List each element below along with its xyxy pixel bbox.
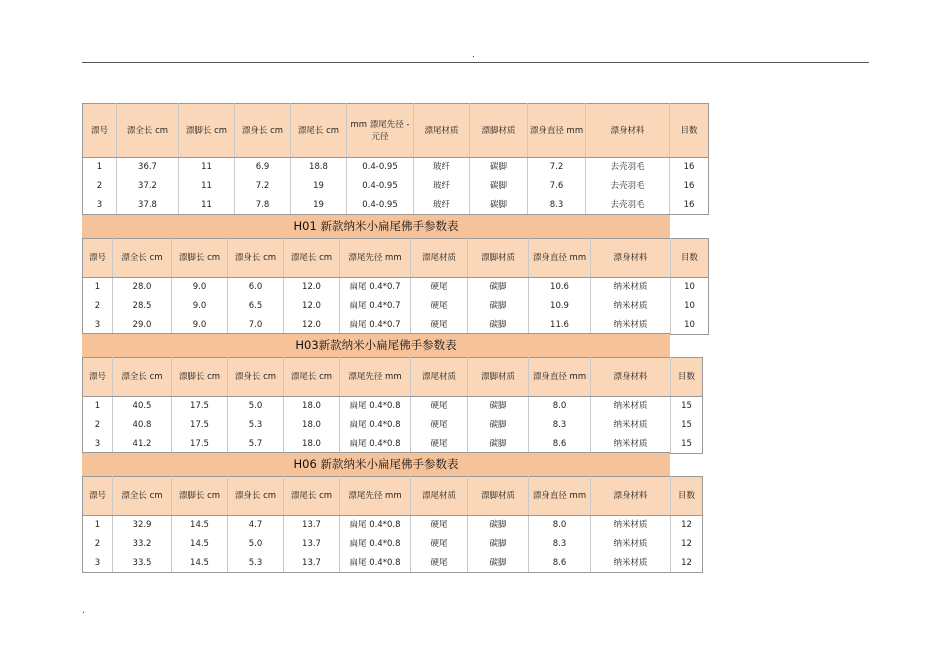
table-cell: 15 bbox=[671, 397, 703, 416]
table-cell: 碳脚 bbox=[468, 435, 529, 454]
table-cell: 碳脚 bbox=[470, 158, 528, 177]
page-top-mark: . bbox=[472, 50, 475, 60]
table-row bbox=[83, 316, 709, 335]
table-cell: 9.0 bbox=[172, 278, 228, 297]
spec-table-1 bbox=[82, 238, 709, 335]
table-cell: 碳脚 bbox=[468, 554, 529, 573]
table-cell: 37.8 bbox=[117, 196, 179, 215]
header-cell: 漂脚材质 bbox=[470, 104, 528, 158]
table-row bbox=[83, 416, 703, 435]
table-cell: 41.2 bbox=[113, 435, 172, 454]
table-cell: 11.6 bbox=[529, 316, 591, 335]
table-cell: 0.4-0.95 bbox=[347, 196, 414, 215]
table-cell: 14.5 bbox=[172, 516, 228, 535]
table-row bbox=[83, 196, 709, 215]
table-cell: 10 bbox=[671, 316, 709, 335]
table-cell: 33.5 bbox=[113, 554, 172, 573]
table-cell: 0.4-0.95 bbox=[347, 177, 414, 196]
table-cell: 扁尾 0.4*0.8 bbox=[340, 535, 411, 554]
header-cell: 漂身长 cm bbox=[235, 104, 291, 158]
table-cell: 17.5 bbox=[172, 416, 228, 435]
header-cell: 漂号 bbox=[83, 104, 117, 158]
table-cell: 硬尾 bbox=[411, 316, 468, 335]
header-cell: 漂脚长 cm bbox=[172, 477, 228, 516]
table-cell: 去壳羽毛 bbox=[586, 177, 670, 196]
table-cell: 扁尾 0.4*0.8 bbox=[340, 516, 411, 535]
table-cell: 8.6 bbox=[529, 554, 591, 573]
header-cell: 漂号 bbox=[83, 358, 113, 397]
table-cell: 29.0 bbox=[113, 316, 172, 335]
header-cell: 目数 bbox=[671, 239, 709, 278]
table-cell: 8.3 bbox=[529, 535, 591, 554]
table-cell: 硬尾 bbox=[411, 554, 468, 573]
table-cell: 3 bbox=[83, 316, 113, 335]
table-row bbox=[83, 516, 703, 535]
table-title-3: H06 新款纳米小扁尾佛手参数表 bbox=[82, 452, 670, 477]
table-cell: 8.6 bbox=[529, 435, 591, 454]
header-cell: 漂尾材质 bbox=[414, 104, 470, 158]
header-cell: 漂身直径 mm bbox=[529, 477, 591, 516]
table-cell: 12 bbox=[671, 554, 703, 573]
table-cell: 2 bbox=[83, 177, 117, 196]
table-cell: 11 bbox=[179, 158, 235, 177]
table-cell: 5.0 bbox=[228, 397, 284, 416]
table-cell: 碳脚 bbox=[468, 297, 529, 316]
table-title-1: H01 新款纳米小扁尾佛手参数表 bbox=[82, 214, 670, 239]
table-cell: 扁尾 0.4*0.8 bbox=[340, 554, 411, 573]
table-cell: 28.0 bbox=[113, 278, 172, 297]
table-row bbox=[83, 554, 703, 573]
table-cell: 11 bbox=[179, 196, 235, 215]
header-cell: 漂尾长 cm bbox=[291, 104, 347, 158]
table-cell: 16 bbox=[670, 158, 709, 177]
table-header-row bbox=[83, 358, 703, 397]
header-cell: 漂身材料 bbox=[591, 477, 671, 516]
table-cell: 纳米材质 bbox=[591, 554, 671, 573]
table-cell: 5.3 bbox=[228, 554, 284, 573]
table-cell: 15 bbox=[671, 416, 703, 435]
table-cell: 7.0 bbox=[228, 316, 284, 335]
table-cell: 硬尾 bbox=[411, 535, 468, 554]
header-cell: 漂尾长 cm bbox=[284, 239, 340, 278]
table-cell: 9.0 bbox=[172, 316, 228, 335]
table-cell: 19 bbox=[291, 177, 347, 196]
table-cell: 碳脚 bbox=[470, 196, 528, 215]
header-cell: 漂全长 cm bbox=[113, 477, 172, 516]
table-cell: 硬尾 bbox=[411, 516, 468, 535]
table-cell: 玻纤 bbox=[414, 177, 470, 196]
table-header-row bbox=[83, 239, 709, 278]
table-cell: 12.0 bbox=[284, 297, 340, 316]
header-cell: 漂身长 cm bbox=[228, 358, 284, 397]
table-cell: 硬尾 bbox=[411, 435, 468, 454]
table-cell: 18.0 bbox=[284, 435, 340, 454]
table-cell: 12.0 bbox=[284, 278, 340, 297]
table-cell: 3 bbox=[83, 196, 117, 215]
table-cell: 17.5 bbox=[172, 435, 228, 454]
header-rule bbox=[82, 62, 869, 63]
table-cell: 硬尾 bbox=[411, 397, 468, 416]
table-row bbox=[83, 177, 709, 196]
table-cell: 扁尾 0.4*0.8 bbox=[340, 397, 411, 416]
table-cell: 14.5 bbox=[172, 554, 228, 573]
table-cell: 扁尾 0.4*0.7 bbox=[340, 278, 411, 297]
table-cell: 纳米材质 bbox=[591, 316, 671, 335]
header-cell: 漂尾材质 bbox=[411, 239, 468, 278]
table-cell: 12 bbox=[671, 535, 703, 554]
table-row bbox=[83, 297, 709, 316]
table-cell: 1 bbox=[83, 516, 113, 535]
table-cell: 10.9 bbox=[529, 297, 591, 316]
header-cell: 漂身材料 bbox=[591, 358, 671, 397]
table-header-row bbox=[83, 104, 709, 158]
header-cell: 漂尾先径 mm bbox=[340, 358, 411, 397]
table-cell: 去壳羽毛 bbox=[586, 196, 670, 215]
table-cell: 36.7 bbox=[117, 158, 179, 177]
table-cell: 4.7 bbox=[228, 516, 284, 535]
table-cell: 纳米材质 bbox=[591, 397, 671, 416]
table-header-row bbox=[83, 477, 703, 516]
table-cell: 纳米材质 bbox=[591, 297, 671, 316]
header-cell: 漂号 bbox=[83, 239, 113, 278]
header-cell: 目数 bbox=[671, 477, 703, 516]
page-bottom-mark: . bbox=[82, 606, 85, 616]
header-cell: 漂全长 cm bbox=[117, 104, 179, 158]
table-cell: 33.2 bbox=[113, 535, 172, 554]
table-cell: 8.0 bbox=[529, 397, 591, 416]
table-cell: 12.0 bbox=[284, 316, 340, 335]
header-cell: 漂尾先径 mm bbox=[340, 477, 411, 516]
table-cell: 5.3 bbox=[228, 416, 284, 435]
table-cell: 7.6 bbox=[528, 177, 586, 196]
table-cell: 5.0 bbox=[228, 535, 284, 554]
header-cell: 漂全长 cm bbox=[113, 358, 172, 397]
table-cell: 硬尾 bbox=[411, 416, 468, 435]
header-cell: 漂身长 cm bbox=[228, 239, 284, 278]
table-cell: 1 bbox=[83, 278, 113, 297]
table-cell: 5.7 bbox=[228, 435, 284, 454]
header-cell: 漂全长 cm bbox=[113, 239, 172, 278]
table-cell: 7.2 bbox=[235, 177, 291, 196]
spec-table-3 bbox=[82, 476, 703, 573]
header-cell: 漂脚材质 bbox=[468, 358, 529, 397]
table-cell: 碳脚 bbox=[468, 397, 529, 416]
table-cell: 16 bbox=[670, 196, 709, 215]
table-cell: 扁尾 0.4*0.8 bbox=[340, 435, 411, 454]
table-cell: 6.0 bbox=[228, 278, 284, 297]
table-row bbox=[83, 397, 703, 416]
table-cell: 40.5 bbox=[113, 397, 172, 416]
table-cell: 碳脚 bbox=[468, 516, 529, 535]
table-cell: 11 bbox=[179, 177, 235, 196]
table-cell: 去壳羽毛 bbox=[586, 158, 670, 177]
table-cell: 碳脚 bbox=[470, 177, 528, 196]
header-cell: 漂尾长 cm bbox=[284, 358, 340, 397]
table-cell: 纳米材质 bbox=[591, 535, 671, 554]
table-cell: 14.5 bbox=[172, 535, 228, 554]
table-cell: 28.5 bbox=[113, 297, 172, 316]
table-cell: 3 bbox=[83, 554, 113, 573]
table-cell: 6.5 bbox=[228, 297, 284, 316]
table-cell: 8.0 bbox=[529, 516, 591, 535]
table-cell: 10 bbox=[671, 297, 709, 316]
spec-table-2 bbox=[82, 357, 703, 454]
header-cell: 漂尾材质 bbox=[411, 477, 468, 516]
table-cell: 18.0 bbox=[284, 397, 340, 416]
header-cell: 漂脚长 cm bbox=[179, 104, 235, 158]
table-title-2: H03新款纳米小扁尾佛手参数表 bbox=[82, 333, 670, 358]
table-cell: 玻纤 bbox=[414, 196, 470, 215]
table-cell: 2 bbox=[83, 535, 113, 554]
header-cell: 漂尾材质 bbox=[411, 358, 468, 397]
table-cell: 6.9 bbox=[235, 158, 291, 177]
table-cell: 13.7 bbox=[284, 535, 340, 554]
header-cell: 目数 bbox=[671, 358, 703, 397]
table-cell: 2 bbox=[83, 416, 113, 435]
table-cell: 1 bbox=[83, 158, 117, 177]
table-cell: 19 bbox=[291, 196, 347, 215]
spec-table-0 bbox=[82, 103, 709, 215]
header-cell: mm 漂尾先径 - 元径 bbox=[347, 104, 414, 158]
table-row bbox=[83, 158, 709, 177]
table-cell: 10 bbox=[671, 278, 709, 297]
table-cell: 纳米材质 bbox=[591, 416, 671, 435]
table-cell: 32.9 bbox=[113, 516, 172, 535]
table-row bbox=[83, 535, 703, 554]
table-cell: 17.5 bbox=[172, 397, 228, 416]
table-cell: 扁尾 0.4*0.8 bbox=[340, 416, 411, 435]
table-cell: 13.7 bbox=[284, 516, 340, 535]
table-cell: 9.0 bbox=[172, 297, 228, 316]
header-cell: 漂身材料 bbox=[586, 104, 670, 158]
table-cell: 扁尾 0.4*0.7 bbox=[340, 316, 411, 335]
table-cell: 16 bbox=[670, 177, 709, 196]
header-cell: 漂尾先径 mm bbox=[340, 239, 411, 278]
header-cell: 目数 bbox=[670, 104, 709, 158]
table-cell: 纳米材质 bbox=[591, 278, 671, 297]
table-cell: 碳脚 bbox=[468, 416, 529, 435]
header-cell: 漂脚长 cm bbox=[172, 239, 228, 278]
header-cell: 漂脚长 cm bbox=[172, 358, 228, 397]
table-cell: 18.8 bbox=[291, 158, 347, 177]
table-cell: 硬尾 bbox=[411, 297, 468, 316]
header-cell: 漂身直径 mm bbox=[528, 104, 586, 158]
table-cell: 37.2 bbox=[117, 177, 179, 196]
table-cell: 10.6 bbox=[529, 278, 591, 297]
header-cell: 漂脚材质 bbox=[468, 477, 529, 516]
header-cell: 漂尾长 cm bbox=[284, 477, 340, 516]
table-cell: 纳米材质 bbox=[591, 435, 671, 454]
table-cell: 7.2 bbox=[528, 158, 586, 177]
table-cell: 15 bbox=[671, 435, 703, 454]
table-row bbox=[83, 278, 709, 297]
table-cell: 碳脚 bbox=[468, 278, 529, 297]
table-cell: 12 bbox=[671, 516, 703, 535]
header-cell: 漂身直径 mm bbox=[529, 358, 591, 397]
table-cell: 8.3 bbox=[528, 196, 586, 215]
header-cell: 漂号 bbox=[83, 477, 113, 516]
table-cell: 40.8 bbox=[113, 416, 172, 435]
table-cell: 硬尾 bbox=[411, 278, 468, 297]
table-cell: 3 bbox=[83, 435, 113, 454]
header-cell: 漂脚材质 bbox=[468, 239, 529, 278]
table-cell: 玻纤 bbox=[414, 158, 470, 177]
header-cell: 漂身材料 bbox=[591, 239, 671, 278]
header-cell: 漂身直径 mm bbox=[529, 239, 591, 278]
table-cell: 碳脚 bbox=[468, 316, 529, 335]
table-cell: 扁尾 0.4*0.7 bbox=[340, 297, 411, 316]
table-cell: 纳米材质 bbox=[591, 516, 671, 535]
table-cell: 0.4-0.95 bbox=[347, 158, 414, 177]
table-cell: 8.3 bbox=[529, 416, 591, 435]
table-cell: 13.7 bbox=[284, 554, 340, 573]
table-cell: 碳脚 bbox=[468, 535, 529, 554]
table-cell: 7.8 bbox=[235, 196, 291, 215]
table-cell: 1 bbox=[83, 397, 113, 416]
table-cell: 2 bbox=[83, 297, 113, 316]
table-cell: 18.0 bbox=[284, 416, 340, 435]
table-row bbox=[83, 435, 703, 454]
header-cell: 漂身长 cm bbox=[228, 477, 284, 516]
